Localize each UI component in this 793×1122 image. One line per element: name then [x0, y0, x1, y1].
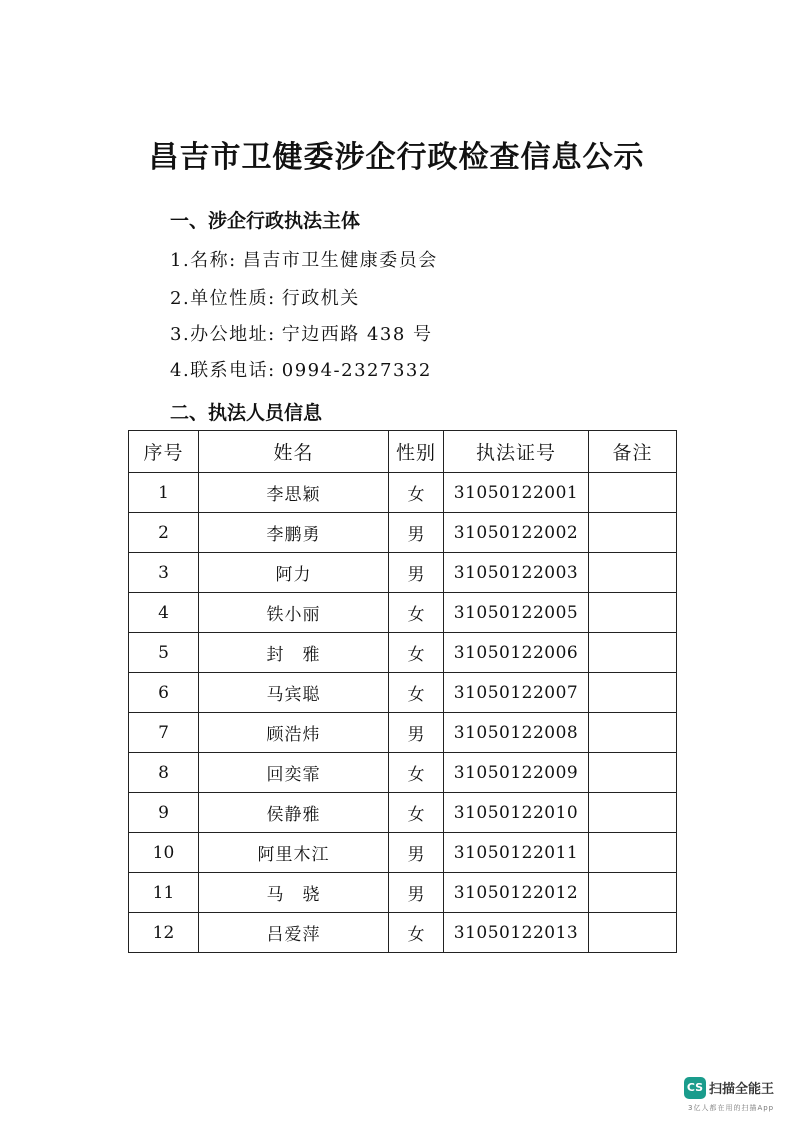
table-row [129, 913, 677, 953]
section-heading-entity: 一、涉企行政执法主体 [170, 210, 361, 232]
cell-cert: 31050122009 [444, 753, 589, 793]
cell-gender: 男 [389, 833, 444, 873]
cell-cert: 31050122013 [444, 913, 589, 953]
header-name: 姓名 [199, 431, 389, 473]
cell-note [589, 553, 677, 593]
table-row [129, 473, 677, 513]
cell-no: 7 [129, 713, 199, 753]
cell-gender: 男 [389, 513, 444, 553]
header-no: 序号 [129, 431, 199, 473]
cell-cert: 31050122002 [444, 513, 589, 553]
cell-no: 9 [129, 793, 199, 833]
info-address-value: 宁边西路 438 号 [281, 324, 433, 345]
staff-table [128, 430, 677, 953]
table-row [129, 513, 677, 553]
staff-table-body [129, 473, 677, 953]
cell-name: 阿里木江 [199, 833, 389, 873]
cell-name: 马 骁 [199, 873, 389, 913]
header-cert: 执法证号 [444, 431, 589, 473]
section-heading-staff: 二、执法人员信息 [170, 402, 323, 424]
cell-no: 2 [129, 513, 199, 553]
cell-gender: 女 [389, 473, 444, 513]
cell-gender: 女 [389, 793, 444, 833]
cell-cert: 31050122005 [444, 593, 589, 633]
cell-name: 顾浩炜 [199, 713, 389, 753]
cell-no: 1 [129, 473, 199, 513]
cell-gender: 女 [389, 753, 444, 793]
cell-name: 李鹏勇 [199, 513, 389, 553]
cell-no: 6 [129, 673, 199, 713]
cell-gender: 男 [389, 713, 444, 753]
table-row [129, 633, 677, 673]
table-row [129, 873, 677, 913]
cell-name: 侯静雅 [199, 793, 389, 833]
info-name-value: 昌吉市卫生健康委员会 [242, 250, 438, 271]
info-address-label: 3.办公地址: [170, 324, 276, 345]
cell-no: 4 [129, 593, 199, 633]
info-nature [170, 284, 360, 310]
scanner-name: 扫描全能王 [709, 1082, 775, 1097]
cell-note [589, 673, 677, 713]
cell-note [589, 753, 677, 793]
info-phone-value: 0994-2327332 [281, 360, 432, 381]
cell-note [589, 593, 677, 633]
cell-note [589, 913, 677, 953]
table-row [129, 553, 677, 593]
table-row [129, 713, 677, 753]
cell-note [589, 633, 677, 673]
table-row [129, 593, 677, 633]
cell-no: 8 [129, 753, 199, 793]
cell-gender: 男 [389, 873, 444, 913]
cell-gender: 男 [389, 553, 444, 593]
cell-note [589, 513, 677, 553]
cell-name: 阿力 [199, 553, 389, 593]
cell-note [589, 833, 677, 873]
cell-no: 3 [129, 553, 199, 593]
table-row [129, 833, 677, 873]
cell-cert: 31050122008 [444, 713, 589, 753]
cell-no: 12 [129, 913, 199, 953]
cell-name: 铁小丽 [199, 593, 389, 633]
scanner-watermark [684, 1074, 784, 1114]
table-header-row [129, 431, 677, 473]
cell-name: 封 雅 [199, 633, 389, 673]
cell-note [589, 793, 677, 833]
cell-gender: 女 [389, 633, 444, 673]
cell-name: 回奕霏 [199, 753, 389, 793]
table-row [129, 793, 677, 833]
cell-note [589, 713, 677, 753]
scanner-tagline: 3亿人都在用的扫描App [688, 1104, 775, 1112]
cell-no: 5 [129, 633, 199, 673]
cell-name: 马宾聪 [199, 673, 389, 713]
cell-cert: 31050122003 [444, 553, 589, 593]
cell-note [589, 873, 677, 913]
cell-note [589, 473, 677, 513]
page-title: 昌吉市卫健委涉企行政检查信息公示 [148, 140, 645, 175]
table-row [129, 753, 677, 793]
info-phone-label: 4.联系电话: [170, 360, 276, 381]
table-row [129, 673, 677, 713]
info-name-label: 1.名称: [170, 250, 237, 271]
cell-cert: 31050122011 [444, 833, 589, 873]
cell-cert: 31050122010 [444, 793, 589, 833]
cell-cert: 31050122012 [444, 873, 589, 913]
cell-gender: 女 [389, 593, 444, 633]
info-nature-value: 行政机关 [281, 288, 360, 309]
info-name [170, 246, 438, 272]
cell-cert: 31050122007 [444, 673, 589, 713]
info-nature-label: 2.单位性质: [170, 288, 276, 309]
cell-cert: 31050122006 [444, 633, 589, 673]
cell-name: 李思颖 [199, 473, 389, 513]
cell-no: 11 [129, 873, 199, 913]
header-gender: 性别 [389, 431, 444, 473]
cell-gender: 女 [389, 673, 444, 713]
cell-cert: 31050122001 [444, 473, 589, 513]
scanner-logo-icon: CS [684, 1077, 706, 1099]
cell-no: 10 [129, 833, 199, 873]
header-note: 备注 [589, 431, 677, 473]
info-phone [170, 356, 432, 382]
cell-gender: 女 [389, 913, 444, 953]
cell-name: 吕爱萍 [199, 913, 389, 953]
info-address [170, 320, 433, 346]
